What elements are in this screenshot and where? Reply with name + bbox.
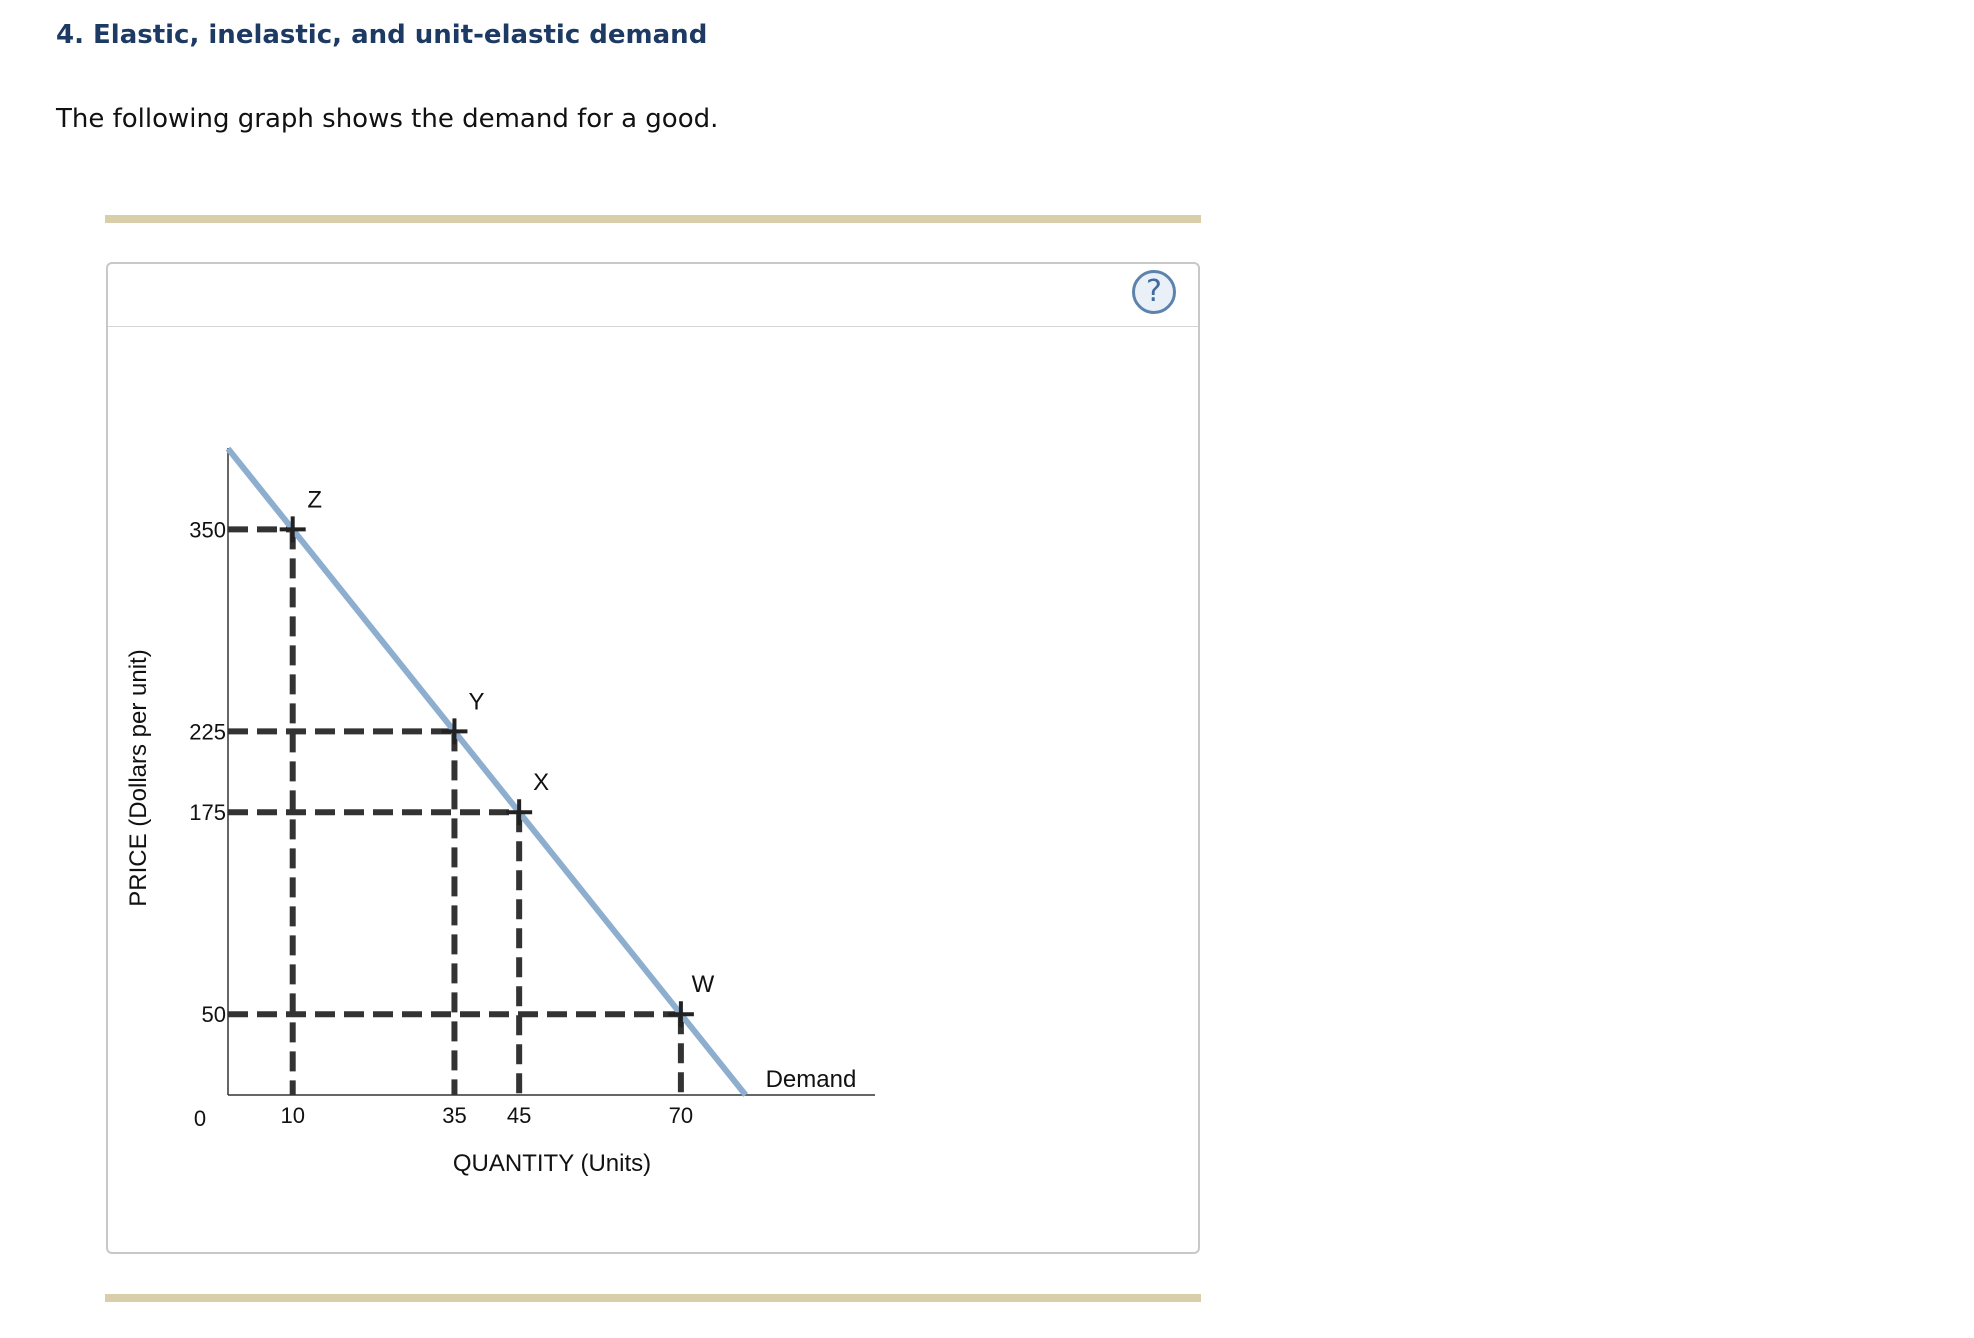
question-title: 4. Elastic, inelastic, and unit-elastic demand (56, 20, 708, 50)
y-tick-175: 175 (189, 800, 226, 826)
bottom-divider (105, 1294, 1201, 1302)
point-x-label: X (533, 769, 550, 797)
y-axis-title: PRICE (Dollars per unit) (125, 649, 152, 907)
demand-curve (228, 449, 746, 1095)
question-prompt: The following graph shows the demand for a good. (56, 104, 719, 134)
y-tick-50: 50 (201, 1002, 226, 1028)
demand-curve-label: Demand (765, 1066, 857, 1093)
x-tick-10: 10 (280, 1103, 305, 1128)
y-tick-225: 225 (189, 719, 226, 745)
y-tick-350: 350 (189, 517, 226, 543)
x-tick-35: 35 (442, 1103, 467, 1128)
x-axis-title: QUANTITY (Units) (452, 1150, 652, 1177)
x-tick-70: 70 (668, 1103, 694, 1128)
point-y-label: Y (468, 688, 485, 716)
origin-label: 0 (193, 1106, 207, 1131)
x-tick-45: 45 (506, 1103, 532, 1128)
point-z-label: Z (307, 486, 323, 514)
point-w-label: W (691, 971, 715, 999)
help-button[interactable]: ? (1132, 270, 1176, 314)
